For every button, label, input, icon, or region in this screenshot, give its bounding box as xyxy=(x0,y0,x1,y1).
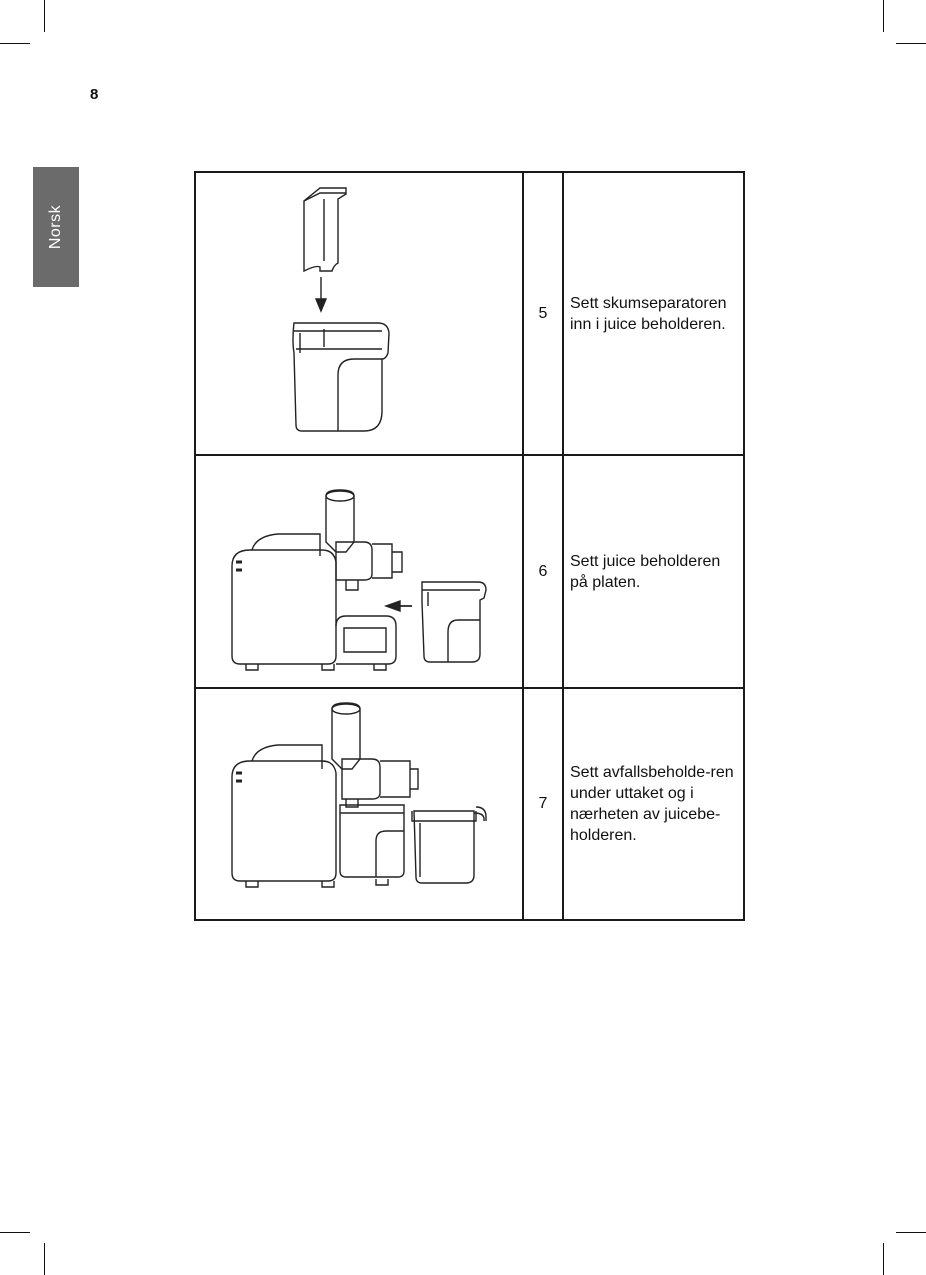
language-tab xyxy=(33,167,79,287)
crop-mark xyxy=(44,0,45,32)
step-illustration-cell xyxy=(195,455,523,688)
crop-mark xyxy=(883,0,884,32)
page-number: 8 xyxy=(90,86,99,103)
crop-mark xyxy=(883,1243,884,1275)
step-text: Sett juice beholderen på platen. xyxy=(563,455,744,688)
step-row xyxy=(195,455,744,688)
instruction-table xyxy=(194,171,745,921)
crop-mark xyxy=(896,43,926,44)
crop-mark xyxy=(0,1232,30,1233)
step-number: 6 xyxy=(523,455,563,688)
crop-mark xyxy=(44,1243,45,1275)
juicer-with-waste-container-illustration xyxy=(196,689,522,919)
step-illustration-cell xyxy=(195,688,523,920)
step-number: 7 xyxy=(523,688,563,920)
step-text: Sett avfallsbeholde-ren under uttaket og i nærheten av juicebe-holderen. xyxy=(563,688,744,920)
step-row xyxy=(195,688,744,920)
skim-separator-illustration xyxy=(196,173,522,454)
step-row xyxy=(195,172,744,455)
juicer-with-juice-container-illustration xyxy=(196,456,522,687)
step-illustration-cell xyxy=(195,172,523,455)
step-number: 5 xyxy=(523,172,563,455)
step-text: Sett skumseparatoren inn i juice beholderen. xyxy=(563,172,744,455)
crop-mark xyxy=(896,1232,926,1233)
crop-mark xyxy=(0,43,30,44)
language-tab-label: Norsk xyxy=(47,204,64,250)
